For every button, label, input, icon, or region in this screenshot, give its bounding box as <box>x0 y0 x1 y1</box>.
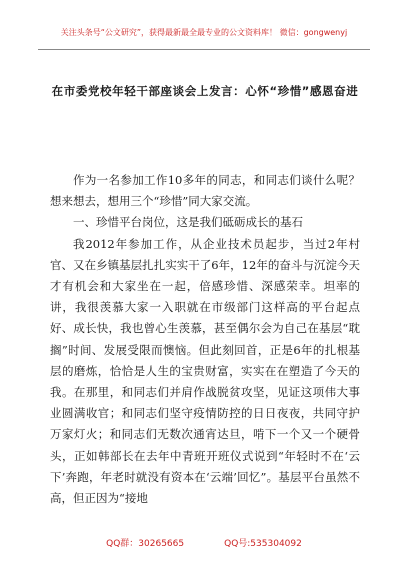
contact-footer <box>38 538 370 550</box>
promo-header: 关注头条号“公文研究”，获得最新最全最专业的公文资料库！ 微信：gongwenyj <box>60 28 348 37</box>
qq-group: QQ群：30265665 <box>106 539 185 549</box>
header-divider <box>38 49 370 50</box>
paragraph-intro: 作为一名参加工作10多年的同志，和同志们谈什么呢？想来想去，想用三个“珍惜”同大家交流。 <box>50 173 360 209</box>
paragraph-body: 我2012年参加工作，从企业技术员起步，当过2年村官、又在乡镇基层扎扎实实干了6年，12年的奋斗与沉淀今天才有机会和大家坐在一起，倍感珍惜、深感荣幸。坦率的讲，我很羡慕大家一入职就在市级部门这样高的平台起点好、成长快，我也曾心生羡慕，甚至偶尔会为自己在基层“耽搁”时间、发展受限而懊恼。但此刻回首，正是6年的扎根基层的磨炼，恰恰是人生的宝贵财富，实实在在塑造了今天的我。在那里，和同志们并肩作战脱贫攻坚，见证这项伟大事业圆满收官；和同志们坚守疫情防控的日日夜夜，共同守护万家灯火；和同志们无数次通宵达旦，啃下一个又一个硬骨头，正如韩部长在去年中青班开班仪式说到“年轻时不在‘云下’奔跑，年老时就没有资本在‘云端’回忆”。基层平台虽然不高，但正因为“接地 <box>50 236 360 506</box>
document-title: 在市委党校年轻干部座谈会上发言：心怀“珍惜”感恩奋进 <box>51 84 359 98</box>
document-body <box>50 170 360 509</box>
qq-number: QQ号:535304092 <box>224 539 302 549</box>
section-heading-1: 一、珍惜平台岗位，这是我们砥砺成长的基石 <box>73 215 303 230</box>
